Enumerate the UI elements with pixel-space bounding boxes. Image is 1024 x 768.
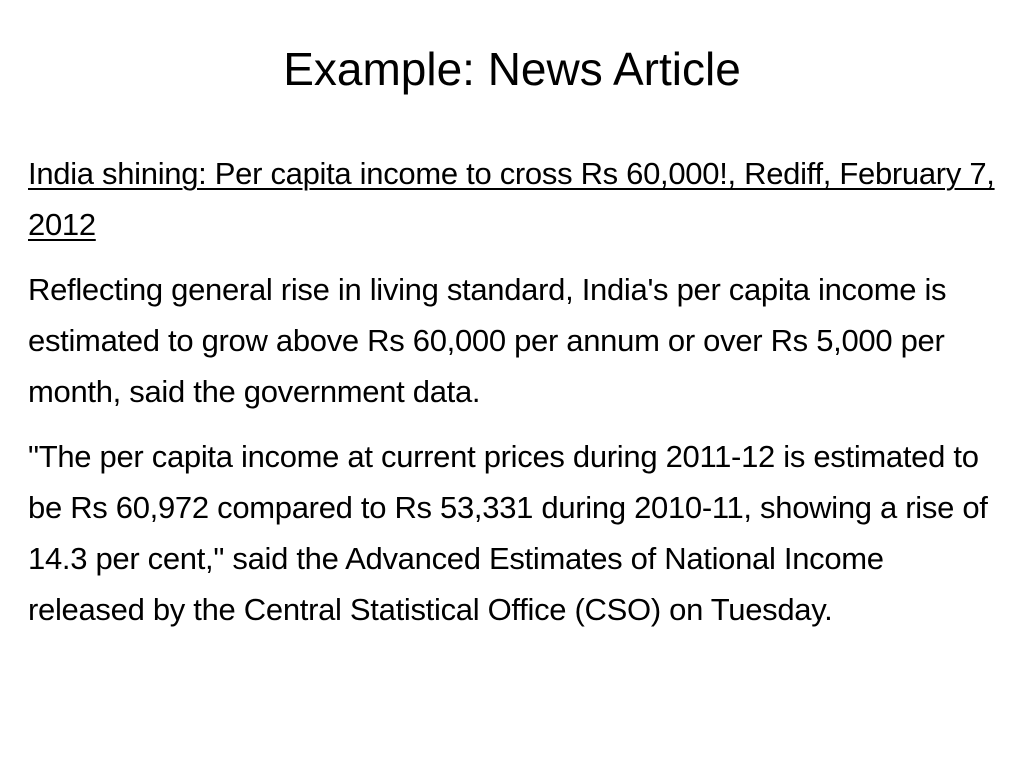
slide-body [28, 148, 1000, 649]
article-paragraph-2: "The per capita income at current prices during 2011-12 is estimated to be Rs 60,972 compared to Rs 53,331 during 2010-11, showing a rise of 14.3 per cent," said the Advanced Estimates of National Income released by the Central Statistical Office (CSO) on Tuesday. [28, 439, 988, 627]
slide-title: Example: News Article [283, 43, 741, 95]
article-paragraph-1: Reflecting general rise in living standard, India's per capita income is estimated to grow above Rs 60,000 per annum or over Rs 5,000 per month, said the government data. [28, 272, 947, 409]
article-headline-link[interactable]: India shining: Per capita income to cross Rs 60,000!, Rediff, February 7, 2012 [28, 156, 995, 242]
